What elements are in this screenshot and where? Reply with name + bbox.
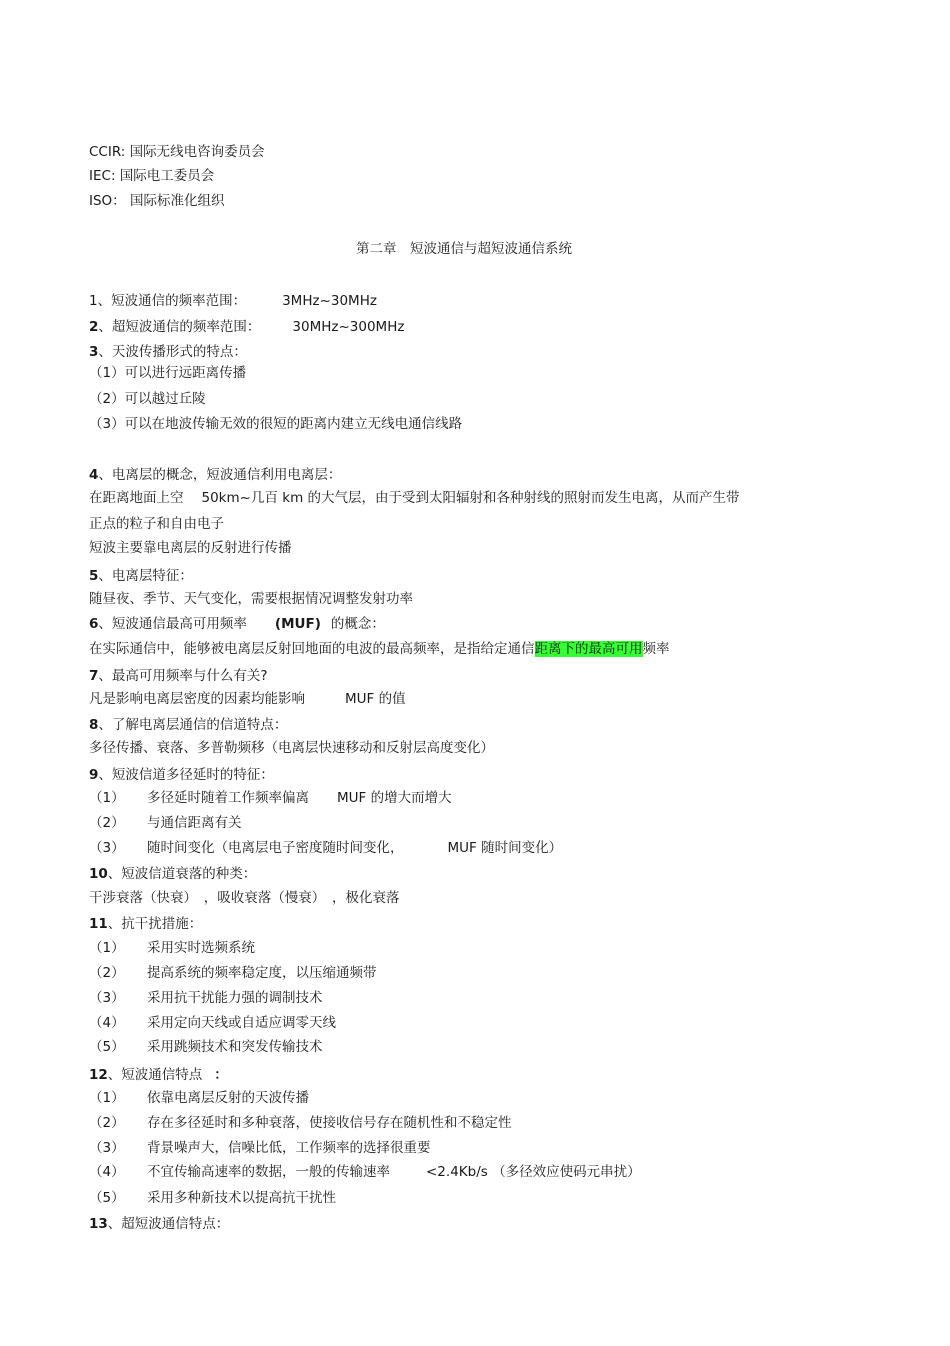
item-text: 背景噪声大，信噪比低，工作频率的选择很重要	[147, 1140, 431, 1156]
item-text: <2.4Kb/s （多径效应使码元串扰）	[426, 1164, 641, 1180]
answer-line: 短波主要靠电离层的反射进行传播	[89, 540, 292, 556]
answer-line	[89, 489, 740, 507]
question-3	[89, 343, 247, 361]
question-number: 7	[89, 668, 99, 684]
question-11	[89, 915, 202, 933]
question-2	[89, 318, 404, 336]
abbrev-iso: ISO： 国际标准化组织	[89, 193, 225, 209]
item-number: （2）	[89, 815, 125, 831]
question-number: 1	[89, 293, 98, 309]
answer-text: MUF 的值	[345, 691, 406, 707]
question-text: 、电离层的概念，短波通信利用电离层：	[98, 467, 342, 483]
question-number: 2	[89, 319, 99, 335]
item-text: 提高系统的频率稳定度，以压缩通频带	[147, 965, 377, 981]
item-text: 采用定向天线或自适应调零天线	[147, 1015, 336, 1031]
list-item	[89, 1163, 641, 1181]
question-text: 、短波信道衰落的种类：	[107, 866, 257, 882]
list-item: （1）可以进行远距离传播	[89, 365, 247, 381]
question-7	[89, 667, 268, 685]
item-number: （3）	[89, 1140, 125, 1156]
item-number: （2）	[89, 1115, 125, 1131]
question-text: 、超短波通信特点：	[107, 1216, 230, 1232]
question-term: (MUF)	[274, 616, 321, 632]
item-number: （1）	[89, 940, 125, 956]
list-item	[89, 1189, 336, 1207]
question-6	[89, 615, 385, 633]
item-text: 多径延时随着工作频率偏离	[147, 790, 309, 806]
question-number: 13	[89, 1216, 108, 1232]
answer-text: 在实际通信中，能够被电离层反射回地面的电波的最高频率，是指给定通信	[89, 641, 535, 657]
question-text: 、最高可用频率与什么有关?	[98, 668, 268, 684]
question-text: 、短波信道多径延时的特征：	[98, 767, 274, 783]
answer-line: 正点的粒子和自由电子	[89, 516, 224, 532]
item-text: 随时间变化（电离层电子密度随时间变化，	[147, 840, 404, 856]
item-text: 采用抗干扰能力强的调制技术	[147, 990, 323, 1006]
list-item	[89, 1089, 309, 1107]
question-colon: ：	[214, 1067, 228, 1083]
item-text: 与通信距离有关	[147, 815, 242, 831]
answer-text: 凡是影响电离层密度的因素均能影响	[89, 691, 305, 707]
question-text: 的概念：	[330, 616, 385, 632]
answer-text: 在距离地面上空	[89, 490, 184, 506]
item-text: 不宜传输高速率的数据，一般的传输速率	[147, 1164, 390, 1180]
question-text: 、短波通信特点	[107, 1067, 203, 1083]
item-number: （5）	[89, 1190, 125, 1206]
item-text: 采用实时选频系统	[147, 940, 255, 956]
question-text: 、电离层特征：	[98, 568, 193, 584]
list-item	[89, 839, 562, 857]
answer-line: 随昼夜、季节、天气变化，需要根据情况调整发射功率	[89, 591, 413, 607]
question-number: 3	[89, 344, 99, 360]
question-value: 30MHz~300MHz	[292, 319, 405, 335]
question-text: 、抗干扰措施：	[107, 916, 203, 932]
question-text: 、天波传播形式的特点：	[98, 344, 247, 360]
question-8	[89, 716, 287, 734]
abbrev-ccir: CCIR: 国际无线电咨询委员会	[89, 144, 265, 160]
answer-text: 50km~几百 km 的大气层，由于受到太阳辐射和各种射线的照射而发生电离，从而产生带	[201, 490, 740, 506]
abbrev-iec: IEC: 国际电工委员会	[89, 168, 215, 184]
highlighted-text: 距离下的最高可用	[534, 641, 643, 657]
question-12	[89, 1066, 228, 1084]
question-number: 12	[89, 1067, 108, 1083]
question-number: 8	[89, 717, 99, 733]
list-item	[89, 814, 242, 832]
question-number: 6	[89, 616, 99, 632]
question-10	[89, 865, 256, 883]
list-item: （2）可以越过丘陵	[89, 391, 206, 407]
question-4	[89, 466, 341, 484]
answer-line: 多径传播、衰落、多普勒频移（电离层快速移动和反射层高度变化）	[89, 740, 494, 756]
list-item	[89, 964, 377, 982]
list-item	[89, 939, 255, 957]
question-text: 、短波通信的频率范围：	[97, 293, 247, 309]
item-text: MUF 随时间变化）	[447, 840, 563, 856]
question-number: 4	[89, 467, 99, 483]
question-13	[89, 1215, 229, 1233]
answer-text: 频率	[642, 641, 670, 657]
item-text: 依靠电离层反射的天波传播	[147, 1090, 309, 1106]
item-number: （2）	[89, 965, 125, 981]
answer-line	[89, 640, 670, 658]
list-item	[89, 1139, 431, 1157]
item-text: 采用多种新技术以提高抗干扰性	[147, 1190, 336, 1206]
item-number: （4）	[89, 1015, 125, 1031]
list-item	[89, 989, 323, 1007]
list-item: （3）可以在地波传输无效的很短的距离内建立无线电通信线路	[89, 416, 463, 432]
list-item	[89, 789, 452, 807]
answer-line: 干涉衰落（快衰） ，吸收衰落（慢衰） ，极化衰落	[89, 890, 400, 906]
item-text: 存在多径延时和多种衰落，使接收信号存在随机性和不稳定性	[147, 1115, 512, 1131]
item-number: （1）	[89, 1090, 125, 1106]
list-item	[89, 1114, 512, 1132]
question-text: 、了解电离层通信的信道特点：	[98, 717, 288, 733]
question-text: 、超短波通信的频率范围：	[98, 319, 261, 335]
question-text: 、短波通信最高可用频率	[98, 616, 247, 632]
item-number: （4）	[89, 1164, 125, 1180]
list-item	[89, 1038, 323, 1056]
question-9	[89, 766, 274, 784]
question-5	[89, 567, 193, 585]
answer-line	[89, 690, 406, 708]
item-number: （3）	[89, 990, 125, 1006]
question-number: 10	[89, 866, 108, 882]
question-number: 11	[89, 916, 108, 932]
item-number: （3）	[89, 840, 125, 856]
list-item	[89, 1014, 336, 1032]
item-number: （5）	[89, 1039, 125, 1055]
item-number: （1）	[89, 790, 125, 806]
chapter-title: 第二章 短波通信与超短波通信系统	[356, 241, 572, 257]
question-1	[89, 292, 377, 310]
item-text: 采用跳频技术和突发传输技术	[147, 1039, 323, 1055]
question-number: 5	[89, 568, 99, 584]
question-number: 9	[89, 767, 99, 783]
question-value: 3MHz~30MHz	[282, 293, 377, 309]
item-text: MUF 的增大而增大	[337, 790, 452, 806]
